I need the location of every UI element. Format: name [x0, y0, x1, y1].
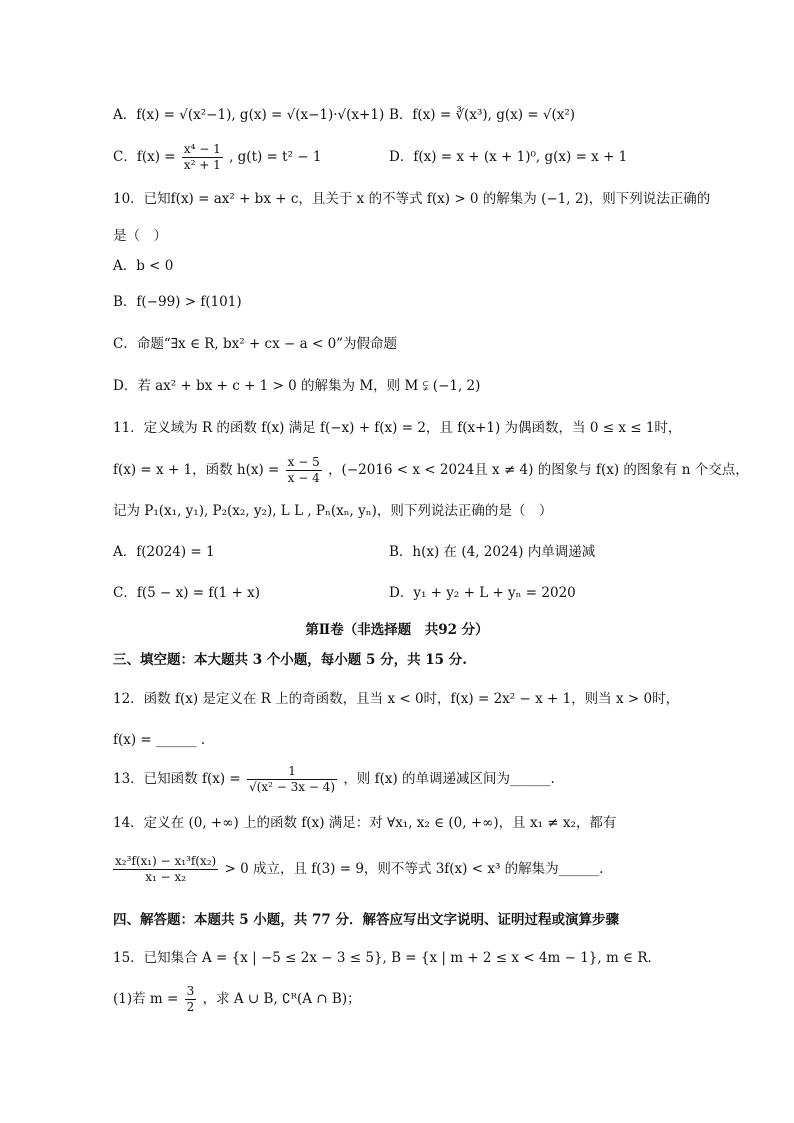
q10-option-c: C．命题“∃x ∈ R, bx² + cx − a < 0”为假命题	[113, 336, 398, 352]
part-3-title: 三、填空题：本大题共 3 个小题，每小题 5 分，共 15 分.	[113, 652, 467, 668]
q14-numerator: x₂³f(x₁) − x₁³f(x₂)	[115, 854, 217, 868]
q12-stem-line2: f(x) = ______ .	[113, 732, 206, 748]
q15-part1	[113, 984, 361, 1015]
q9-option-c-fraction	[182, 142, 223, 173]
q13-stem	[113, 764, 555, 795]
q14-suffix: > 0 成立，且 f(3) = 9，则不等式 3f(x) < x³ 的解集为______.	[224, 861, 604, 877]
q14-stem-line2	[113, 854, 603, 885]
q11-stem-line2	[113, 455, 749, 486]
q9-option-c-prefix: C．f(x) =	[113, 149, 176, 165]
q14-fraction	[113, 854, 218, 885]
q15-m-fraction	[185, 984, 197, 1015]
q11-hx-numerator: x − 5	[287, 455, 320, 469]
q10-stem-line2: 是（ ）	[113, 228, 167, 244]
q9-option-c-denominator: x² + 1	[183, 158, 221, 172]
q11-hx-fraction	[286, 455, 322, 486]
q12-stem-line1: 12．函数 f(x) 是定义在 R 上的奇函数，且当 x < 0时，f(x) = 2x² − x + 1，则当 x > 0时，	[113, 691, 680, 707]
q11-option-b: B．h(x) 在 (4, 2024) 内单调递减	[389, 544, 596, 560]
q10-stem-line1: 10．已知f(x) = ax² + bx + c，且关于 x 的不等式 f(x) > 0 的解集为 (−1, 2)，则下列说法正确的	[113, 191, 711, 207]
q9-option-a: A．f(x) = √(x²−1), g(x) = √(x−1)·√(x+1)	[113, 107, 385, 123]
q11-option-a: A．f(2024) = 1	[113, 544, 215, 560]
q11-hx-denominator: x − 4	[287, 471, 320, 485]
q11-line2-prefix: f(x) = x + 1，函数 h(x) =	[113, 462, 280, 478]
q13-suffix: ，则 f(x) 的单调递减区间为______.	[343, 771, 555, 787]
q15-stem: 15．已知集合 A = {x | −5 ≤ 2x − 3 ≤ 5}, B = {x | m + 2 ≤ x < 4m − 1}, m ∈ R．	[113, 950, 662, 966]
q10-option-a: A．b < 0	[113, 258, 174, 274]
q9-option-d: D．f(x) = x + (x + 1)⁰, g(x) = x + 1	[389, 149, 628, 165]
q9-option-b: B．f(x) = ∛(x³), g(x) = √(x²)	[389, 107, 576, 123]
q15-part1-prefix: (1)若 m =	[113, 991, 179, 1007]
q11-stem-line1: 11．定义域为 R 的函数 f(x) 满足 f(−x) + f(x) = 2，且 f(x+1) 为偶函数，当 0 ≤ x ≤ 1时，	[113, 420, 682, 436]
q11-stem-line3: 记为 P₁(x₁, y₁), P₂(x₂, y₂), L L , Pₙ(xₙ, yₙ)，则下列说法正确的是（ ）	[113, 503, 553, 519]
q13-denominator: √(x² − 3x − 4)	[249, 780, 336, 794]
q13-prefix: 13．已知函数 f(x) =	[113, 771, 241, 787]
q15-m-denominator: 2	[186, 1000, 195, 1014]
q11-option-d: D．y₁ + y₂ + L + yₙ = 2020	[389, 585, 576, 601]
q10-option-b: B．f(−99) > f(101)	[113, 294, 242, 310]
q13-fraction	[247, 764, 337, 795]
q11-option-c: C．f(5 − x) = f(1 + x)	[113, 585, 260, 601]
q13-numerator: 1	[288, 764, 296, 778]
q9-option-c	[113, 142, 321, 173]
q14-stem-line1: 14．定义在 (0, +∞) 上的函数 f(x) 满足：对 ∀x₁, x₂ ∈ (0, +∞)，且 x₁ ≠ x₂，都有	[113, 815, 617, 831]
q11-line2-suffix: ，(−2016 < x < 2024且 x ≠ 4) 的图象与 f(x) 的图象有 n 个交点，	[328, 462, 749, 478]
part-4-title: 四、解答题：本题共 5 小题，共 77 分．解答应写出文字说明、证明过程或演算步骤	[113, 912, 619, 928]
section-2-title: 第Ⅱ卷（非选择题 共92 分）	[305, 622, 489, 638]
q10-option-d: D．若 ax² + bx + c + 1 > 0 的解集为 M，则 M ⫋ (−1, 2)	[113, 378, 481, 394]
q9-option-c-numerator: x⁴ − 1	[183, 142, 221, 156]
q9-option-c-suffix: , g(t) = t² − 1	[229, 149, 322, 165]
q15-m-numerator: 3	[186, 984, 195, 998]
q15-part1-suffix: ，求 A ∪ B, ∁ᴿ(A ∩ B)；	[202, 991, 361, 1007]
q14-denominator: x₁ − x₂	[113, 869, 218, 885]
